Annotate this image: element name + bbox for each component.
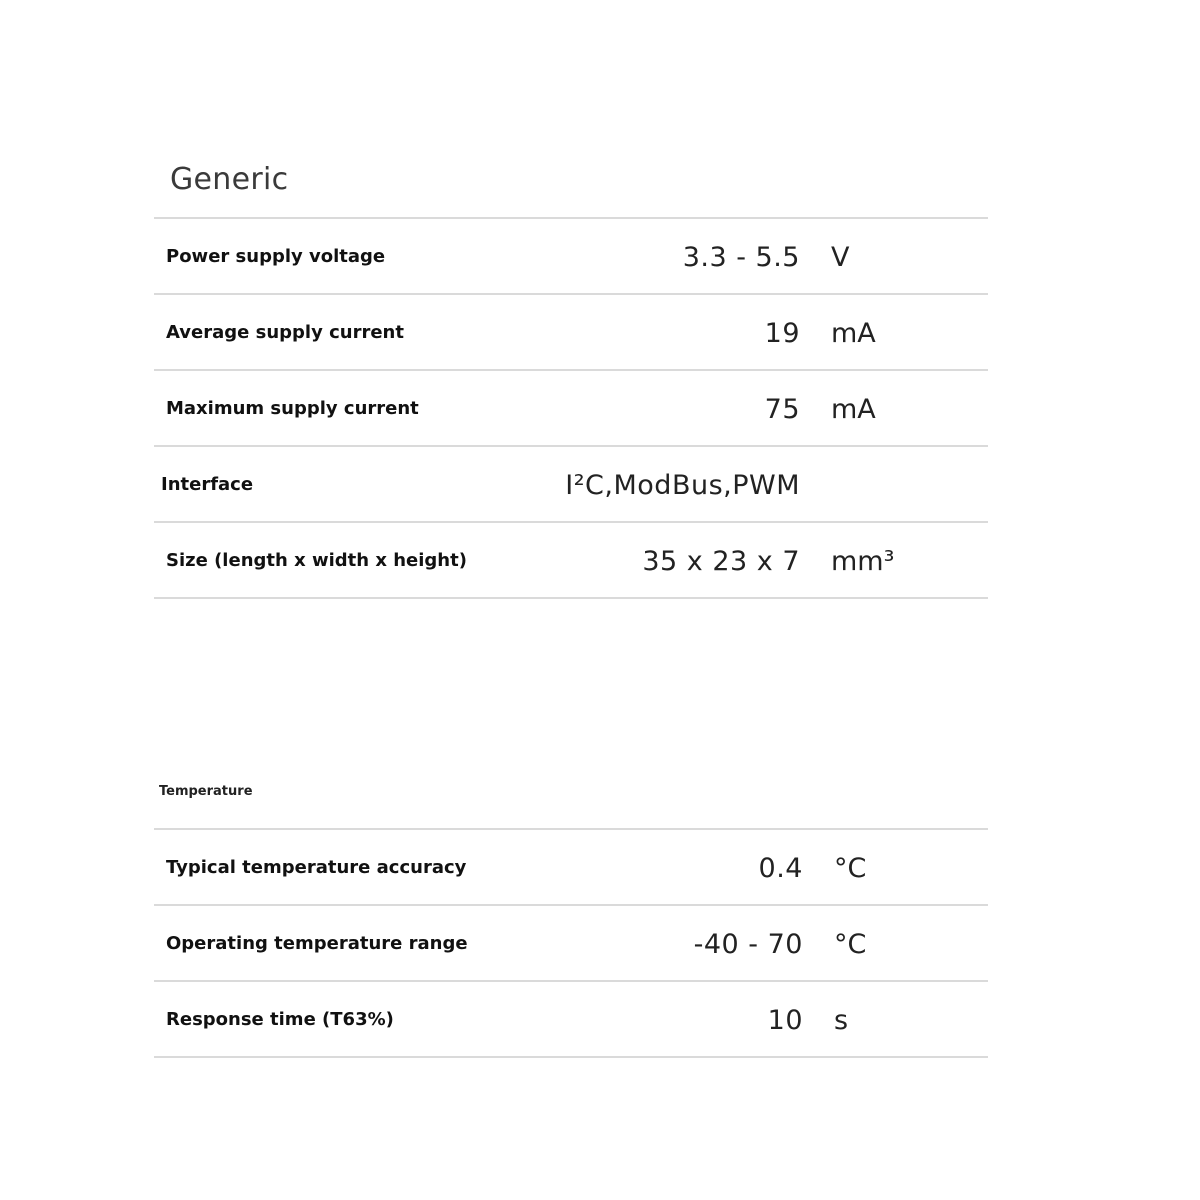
spec-unit: °C [834, 929, 867, 960]
spec-value: 19 [764, 318, 800, 349]
generic-spec-table [154, 217, 988, 599]
spec-label: Typical temperature accuracy [166, 857, 467, 878]
spec-value: 0.4 [758, 853, 803, 884]
spec-label: Maximum supply current [166, 398, 419, 419]
spec-row-typical-temperature-accuracy [154, 830, 988, 906]
spec-value: 3.3 - 5.5 [682, 242, 800, 273]
spec-label: Size (length x width x height) [166, 550, 467, 571]
spec-unit: s [834, 1005, 849, 1036]
spec-row-power-supply-voltage [154, 219, 988, 295]
generic-section-title: Generic [170, 162, 289, 197]
spec-row-interface [154, 447, 988, 523]
spec-value: I²C,ModBus,PWM [565, 470, 800, 501]
spec-unit: mA [831, 318, 876, 349]
spec-label: Power supply voltage [166, 246, 386, 267]
spec-unit: °C [834, 853, 867, 884]
spec-row-average-supply-current [154, 295, 988, 371]
spec-label: Response time (T63%) [166, 1009, 394, 1030]
spec-unit: mm³ [831, 546, 895, 577]
spec-label: Operating temperature range [166, 933, 468, 954]
spec-row-maximum-supply-current [154, 371, 988, 447]
spec-value: 75 [764, 394, 800, 425]
temperature-spec-table [154, 828, 988, 1058]
spec-label: Average supply current [166, 322, 404, 343]
spec-value: 35 x 23 x 7 [642, 546, 800, 577]
spec-row-size [154, 523, 988, 599]
spec-label: Interface [161, 474, 254, 495]
spec-unit: mA [831, 394, 876, 425]
spec-row-response-time [154, 982, 988, 1058]
spec-value: -40 - 70 [693, 929, 803, 960]
spec-row-operating-temperature-range [154, 906, 988, 982]
temperature-section-title: Temperature [159, 784, 253, 799]
spec-unit: V [831, 242, 850, 273]
spec-value: 10 [767, 1005, 803, 1036]
